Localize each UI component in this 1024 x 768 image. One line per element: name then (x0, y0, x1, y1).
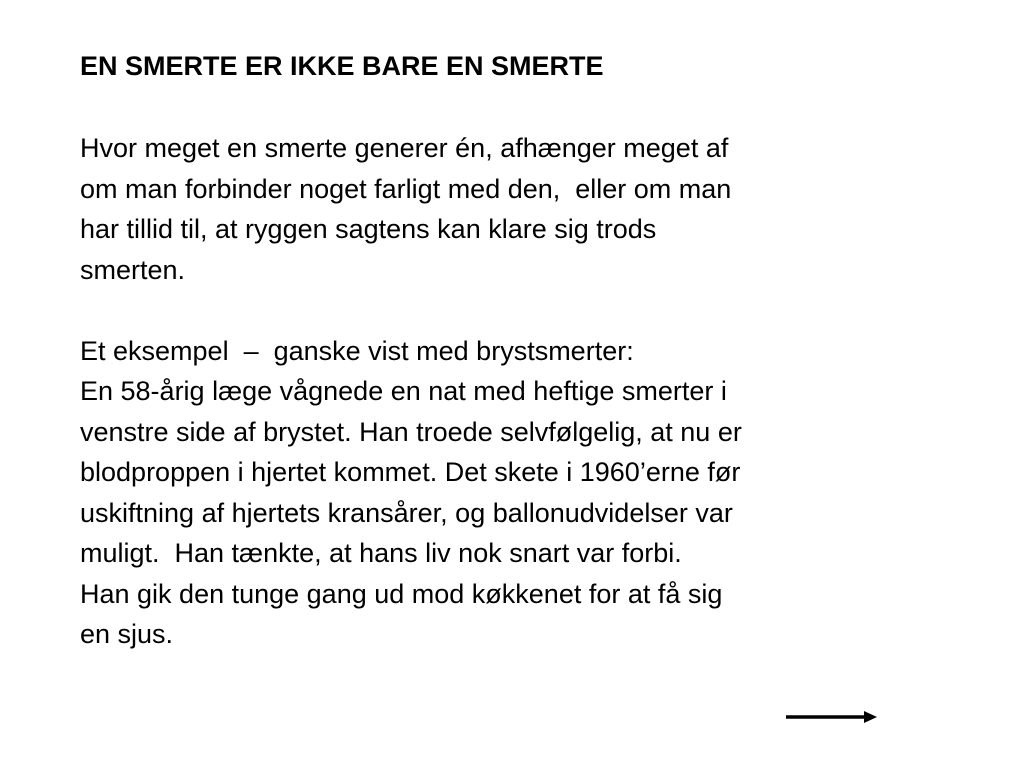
paragraph2-line: en sjus. (80, 619, 174, 649)
paragraph2-line: blodproppen i hjertet kommet. Det skete i 1960’erne før (80, 457, 741, 487)
paragraph-spacer (80, 290, 960, 331)
next-slide-arrow[interactable] (784, 706, 880, 728)
slide-body (80, 128, 960, 655)
slide-title: EN SMERTE ER IKKE BARE EN SMERTE (80, 51, 604, 81)
paragraph2-line: En 58-årig læge vågnede en nat med heftige smerter i (80, 376, 727, 406)
paragraph2-line: uskiftning af hjertets kransårer, og ballonudvidelser var (80, 497, 733, 528)
paragraph2-line: Han gik den tunge gang ud mod køkkenet for at få sig (80, 578, 723, 609)
paragraph1-line: smerten. (80, 254, 186, 285)
paragraph1-line: om man forbinder noget farligt med den, eller om man (80, 173, 732, 204)
arrow-right-icon (784, 706, 880, 728)
paragraph2-line: venstre side af brystet. Han troede selvfølgelig, at nu er (80, 416, 742, 447)
paragraph1-line: har tillid til, at ryggen sagtens kan klare sig trods (80, 214, 657, 244)
paragraph2-line: Et eksempel – ganske vist med brystsmerter: (80, 335, 634, 366)
paragraph1-line: Hvor meget en smerte generer én, afhænger meget af (80, 133, 729, 163)
paragraph2-line: muligt. Han tænkte, at hans liv nok snart var forbi. (80, 538, 682, 568)
